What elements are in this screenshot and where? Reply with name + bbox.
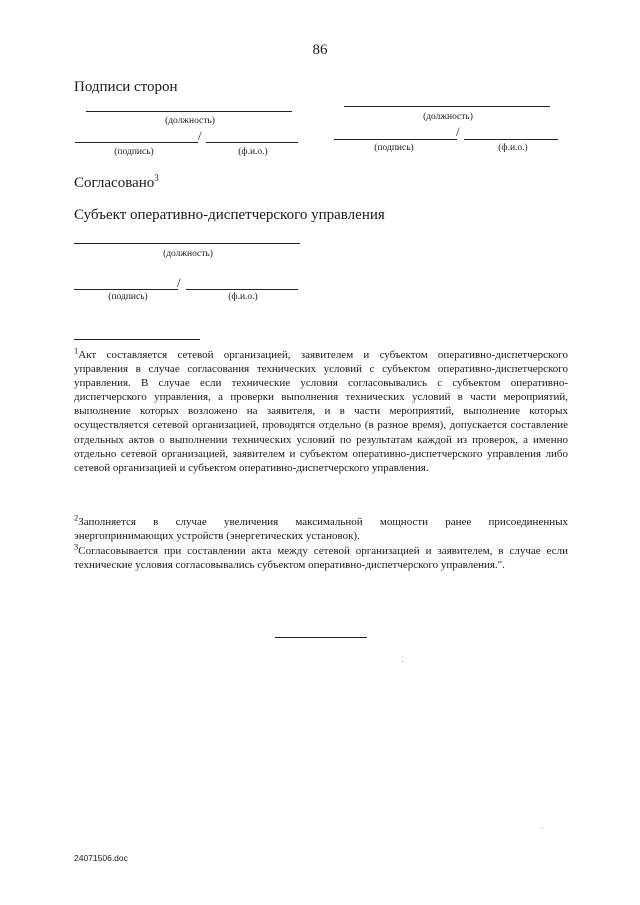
agreed-label: Согласовано	[74, 175, 155, 191]
scan-speck	[402, 661, 403, 662]
right-name-line	[464, 139, 558, 140]
left-position-line	[86, 111, 292, 112]
footnote-separator	[74, 339, 200, 340]
right-name-caption: (ф.и.о.)	[498, 143, 528, 153]
left-position-caption: (должность)	[165, 116, 215, 126]
footnote-3-mark: 3	[74, 541, 79, 552]
right-signature-caption: (подпись)	[374, 143, 414, 153]
subject-position-caption: (должность)	[163, 249, 213, 259]
end-rule	[275, 637, 367, 638]
page-number: 86	[312, 42, 328, 58]
agreed-footnote-mark: 3	[154, 173, 159, 183]
subject-signature-caption: (подпись)	[108, 292, 148, 302]
footnote-1	[74, 345, 568, 475]
subject-slash: /	[177, 275, 181, 290]
right-position-caption: (должность)	[423, 112, 473, 122]
footnote-1-mark: 1	[74, 345, 79, 356]
subject-name-line	[186, 289, 298, 290]
subject-name-caption: (ф.и.о.)	[228, 292, 258, 302]
footnote-2-text: Заполняется в случае увеличения максимальной мощности ранее присоединенных энергопринимающих устройств (энергетических установок).	[74, 516, 568, 543]
left-name-caption: (ф.и.о.)	[238, 147, 268, 157]
right-signature-line	[334, 139, 457, 140]
left-signature-caption: (подпись)	[114, 147, 154, 157]
footnote-3	[74, 541, 568, 572]
left-slash: /	[198, 128, 202, 143]
subject-position-line	[74, 243, 300, 244]
right-position-line	[344, 106, 550, 107]
right-slash: /	[456, 124, 460, 139]
agreed-heading	[74, 175, 159, 192]
signatures-heading: Подписи сторон	[74, 79, 178, 95]
left-name-line	[206, 142, 298, 143]
document-filename: 24071506.doc	[74, 853, 128, 863]
footnote-2-mark: 2	[74, 512, 79, 523]
footnote-1-text: Акт составляется сетевой организацией, заявителем и субъектом оперативно-диспетчерского управления в случае согласования технических условий с субъектом оперативно-диспетчерского управления. В случае если технические условия согласовывались с субъектом оперативно-диспетчерского управления, а проверки выполнения технических условий в части мероприятий, выполнение которых возложено на заявителя, и в части мероприятий, выполнение которых осуществляется сетевой организацией, проводятся отдельно (в разное время), допускается составление отдельных актов о выполнении технических условий по результатам каждой из проверок, а именно отдельно сетевой организацией, заявителем и субъектом оперативно-диспетчерского управления либо сетевой организацией и субъектом оперативно-диспетчерского управления.	[74, 349, 568, 474]
footnote-2	[74, 512, 568, 543]
subject-heading: Субъект оперативно-диспетчерского управления	[74, 207, 385, 223]
footnote-3-text: Согласовывается при составлении акта между сетевой организацией и заявителем, в случае если технические условия согласовывались субъектом оперативно-диспетчерского управления.".	[74, 545, 568, 572]
left-signature-line	[75, 142, 198, 143]
subject-signature-line	[74, 289, 178, 290]
scan-speck	[542, 827, 543, 828]
